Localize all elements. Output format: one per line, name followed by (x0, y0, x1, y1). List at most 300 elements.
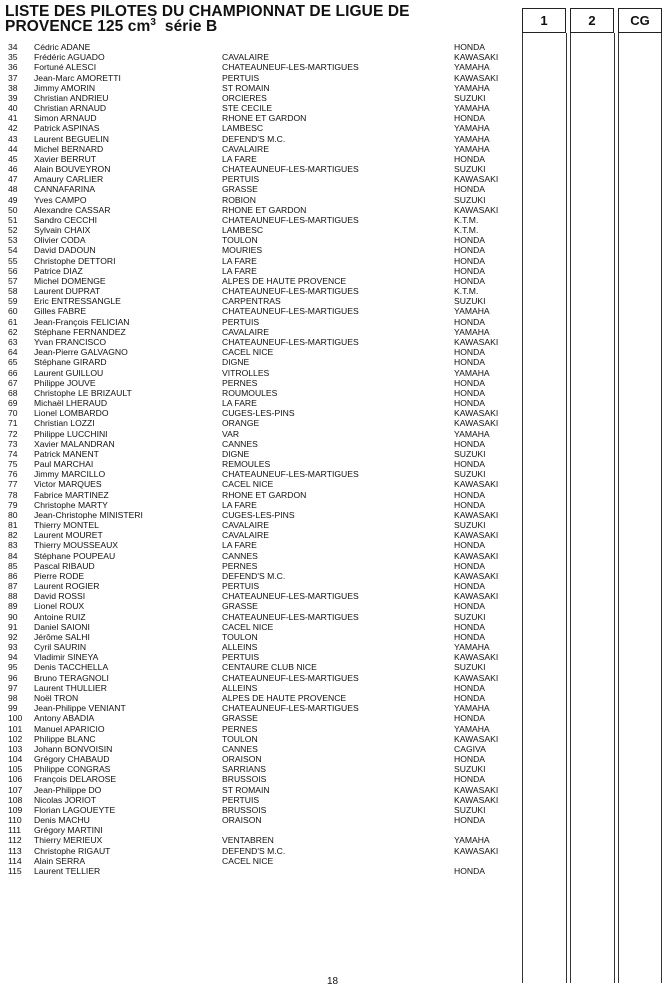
pilot-make: YAMAHA (454, 62, 490, 73)
pilot-row (0, 42, 665, 52)
pilot-club: ST ROMAIN (222, 82, 270, 93)
pilot-number: 45 (8, 153, 18, 164)
pilot-number: 58 (8, 286, 18, 297)
pilot-name: Patrice DIAZ (34, 265, 83, 276)
pilot-name: Cyril SAURIN (34, 642, 87, 653)
pilot-number: 96 (8, 672, 18, 683)
page-number: 18 (326, 976, 339, 987)
pilot-make: HONDA (454, 42, 486, 52)
pilot-row (0, 835, 665, 845)
pilot-make: KAWASAKI (454, 509, 499, 520)
pilot-row (0, 449, 665, 459)
pilot-row (0, 520, 665, 530)
title-line-2-superscript: 3 (150, 16, 157, 28)
pilot-row (0, 83, 665, 93)
pilot-number: 109 (8, 804, 23, 815)
pilot-club: ALPES DE HAUTE PROVENCE (222, 693, 347, 703)
pilot-make: YAMAHA (454, 306, 490, 317)
pilot-name: Amaury CARLIER (34, 174, 104, 185)
pilot-make: HONDA (454, 377, 486, 388)
pilot-make: HONDA (454, 499, 486, 510)
pilot-make: HONDA (454, 774, 486, 785)
pilot-make: KAWASAKI (454, 530, 499, 541)
pilot-make: HONDA (454, 754, 486, 765)
pilot-number: 95 (8, 662, 18, 673)
pilot-make: KAWASAKI (454, 550, 499, 561)
pilot-number: 62 (8, 326, 18, 337)
pilot-club: CUGES-LES-PINS (222, 408, 295, 419)
pilot-club: VAR (222, 428, 240, 439)
pilot-number: 41 (8, 113, 18, 124)
pilot-name: Xavier MALANDRAN (34, 438, 115, 449)
pilot-row (0, 856, 665, 866)
pilot-name: Christophe LE BRIZAULT (34, 387, 132, 398)
pilot-number: 71 (8, 418, 18, 429)
pilot-number: 76 (8, 469, 18, 480)
pilot-make: KAWASAKI (454, 479, 499, 490)
pilot-club: PERTUIS (222, 794, 260, 805)
pilot-make: SUZUKI (454, 448, 486, 459)
pilot-number: 104 (8, 754, 23, 765)
pilot-number: 89 (8, 601, 18, 612)
pilot-club: LAMBESC (222, 225, 264, 236)
pilot-name: Philippe JOUVE (34, 377, 96, 388)
pilot-name: Laurent GUILLOU (34, 367, 104, 378)
pilot-number: 38 (8, 82, 18, 93)
pilot-make: YAMAHA (454, 82, 490, 93)
pilot-club: RHONE ET GARDON (222, 113, 307, 124)
pilot-make: HONDA (454, 184, 486, 195)
pilot-row (0, 459, 665, 469)
pilot-name: Lionel ROUX (34, 601, 85, 612)
pilot-row (0, 245, 665, 255)
pilot-name: Michaël LHERAUD (34, 398, 108, 409)
pilot-club: PERNES (222, 377, 258, 388)
pilot-name: Noël TRON (34, 693, 79, 703)
pilot-number: 40 (8, 103, 18, 114)
pilot-club: LA FARE (222, 499, 257, 510)
pilot-club: LA FARE (222, 398, 257, 409)
pilot-club: ORAISON (222, 754, 262, 765)
pilot-number: 47 (8, 174, 18, 185)
pilot-make: SUZUKI (454, 520, 486, 531)
pilot-row (0, 754, 665, 764)
column-header-1: 1 (522, 8, 566, 33)
pilot-number: 63 (8, 336, 18, 347)
pilot-name: Grégory MARTINI (34, 825, 103, 836)
pilot-name: Stéphane FERNANDEZ (34, 326, 126, 337)
pilot-row (0, 724, 665, 734)
pilot-club: PERTUIS (222, 316, 260, 327)
pilot-name: Bruno TERAGNOLI (34, 672, 109, 683)
pilot-name: Paul MARCHAI (34, 459, 94, 470)
pilot-name: Pascal RIBAUD (34, 560, 95, 571)
pilot-row (0, 327, 665, 337)
pilot-make: HONDA (454, 865, 486, 876)
pilot-row (0, 703, 665, 713)
pilot-club: ROBION (222, 194, 256, 205)
pilot-row (0, 205, 665, 215)
pilot-number: 67 (8, 377, 18, 388)
pilot-name: Michel DOMENGE (34, 275, 106, 286)
pilot-make: K.T.M. (454, 286, 479, 297)
pilot-club: TOULON (222, 733, 258, 744)
pilot-number: 80 (8, 509, 18, 520)
pilot-number: 50 (8, 204, 18, 215)
pilot-name: Patrick ASPINAS (34, 123, 100, 134)
pilot-club: STE CECILE (222, 103, 273, 114)
pilot-make: KAWASAKI (454, 72, 499, 83)
pilot-number: 107 (8, 784, 23, 795)
pilot-number: 65 (8, 357, 18, 368)
pilot-club: ALLEINS (222, 682, 258, 693)
pilot-make: HONDA (454, 245, 486, 256)
pilot-name: Antoine RUIZ (34, 611, 86, 622)
pilot-club: ALLEINS (222, 642, 258, 653)
pilot-number: 56 (8, 265, 18, 276)
pilot-club: CAVALAIRE (222, 530, 269, 541)
pilot-make: HONDA (454, 489, 486, 500)
pilot-number: 68 (8, 387, 18, 398)
pilot-number: 85 (8, 560, 18, 571)
pilot-name: Denis MACHU (34, 815, 90, 826)
pilot-club: SARRIANS (222, 764, 266, 775)
title-line-2-text: PROVENCE 125 cm (5, 18, 151, 35)
pilot-name: Manuel APARICIO (34, 723, 105, 734)
pilot-row (0, 62, 665, 72)
pilot-row (0, 530, 665, 540)
pilot-number: 60 (8, 306, 18, 317)
pilot-row (0, 744, 665, 754)
pilot-make: KAWASAKI (454, 652, 499, 663)
pilot-name: Lionel LOMBARDO (34, 408, 109, 419)
pilot-name: Jean-Philippe VENIANT (34, 703, 126, 714)
pilot-name: Florian LAGOUEYTE (34, 804, 116, 815)
pilot-make: YAMAHA (454, 143, 490, 154)
pilot-make: YAMAHA (454, 367, 490, 378)
pilot-name: Jérôme SALHI (34, 631, 90, 642)
pilot-number: 61 (8, 316, 18, 327)
pilot-club: CHATEAUNEUF-LES-MARTIGUES (222, 591, 359, 602)
pilot-number: 42 (8, 123, 18, 134)
pilot-row (0, 296, 665, 306)
pilot-row (0, 551, 665, 561)
pilot-row (0, 652, 665, 662)
pilot-club: RHONE ET GARDON (222, 204, 307, 215)
pilot-make: YAMAHA (454, 642, 490, 653)
pilot-name: Xavier BERRUT (34, 153, 97, 164)
pilot-club: TOULON (222, 235, 258, 246)
pilot-make: SUZUKI (454, 662, 486, 673)
pilot-row (0, 357, 665, 367)
pilot-row (0, 103, 665, 113)
pilot-row (0, 317, 665, 327)
pilot-row (0, 195, 665, 205)
pilot-make: KAWASAKI (454, 784, 499, 795)
pilot-row (0, 785, 665, 795)
pilot-name: Johann BONVOISIN (34, 743, 113, 754)
pilot-name: Victor MARQUES (34, 479, 102, 490)
pilot-number: 105 (8, 764, 23, 775)
pilot-make: HONDA (454, 347, 486, 358)
pilot-name: Thierry MOUSSEAUX (34, 540, 119, 551)
pilot-name: David DADOUN (34, 245, 96, 256)
pilot-row (0, 225, 665, 235)
pilot-name: CANNAFARINA (34, 184, 96, 195)
pilot-row (0, 632, 665, 642)
pilot-row (0, 93, 665, 103)
pilot-make: HONDA (454, 601, 486, 612)
pilot-club: CHATEAUNEUF-LES-MARTIGUES (222, 286, 359, 297)
column-header-2: 2 (570, 8, 614, 33)
pilot-make: SUZUKI (454, 469, 486, 480)
pilot-club: VENTABREN (222, 835, 274, 846)
pilot-row (0, 683, 665, 693)
pilot-name: Stéphane GIRARD (34, 357, 107, 368)
pilot-name: Laurent DUPRAT (34, 286, 101, 297)
pilot-club: BRUSSOIS (222, 774, 267, 785)
pilot-club: ROUMOULES (222, 387, 278, 398)
pilot-row (0, 52, 665, 62)
pilot-make: HONDA (454, 357, 486, 368)
pilot-make: HONDA (454, 560, 486, 571)
pilot-number: 34 (8, 42, 18, 52)
pilot-row (0, 174, 665, 184)
pilot-row (0, 662, 665, 672)
pilot-number: 72 (8, 428, 18, 439)
title-line-1: LISTE DES PILOTES DU CHAMPIONNAT DE LIGUE DE (5, 3, 410, 20)
pilot-name: François DELAROSE (34, 774, 117, 785)
pilot-row (0, 144, 665, 154)
pilot-club: LA FARE (222, 540, 257, 551)
pilot-number: 36 (8, 62, 18, 73)
pilot-make: SUZUKI (454, 164, 486, 175)
pilot-number: 91 (8, 621, 18, 632)
pilot-number: 115 (8, 865, 22, 876)
pilot-club: LAMBESC (222, 123, 264, 134)
pilot-row (0, 764, 665, 774)
pilot-number: 66 (8, 367, 18, 378)
pilot-row (0, 673, 665, 683)
pilot-row (0, 184, 665, 194)
pilot-row (0, 134, 665, 144)
pilot-row (0, 490, 665, 500)
pilot-row (0, 734, 665, 744)
pilot-row (0, 612, 665, 622)
pilot-make: YAMAHA (454, 123, 490, 134)
pilot-club: PERNES (222, 560, 258, 571)
pilot-make: YAMAHA (454, 133, 490, 144)
pilot-make: HONDA (454, 265, 486, 276)
pilot-club: ALPES DE HAUTE PROVENCE (222, 275, 347, 286)
pilot-name: Gilles FABRE (34, 306, 87, 317)
pilot-row (0, 408, 665, 418)
pilot-club: CENTAURE CLUB NICE (222, 662, 317, 673)
pilot-name: Jean-François FELICIAN (34, 316, 130, 327)
pilot-make: HONDA (454, 713, 486, 724)
pilot-make: HONDA (454, 459, 486, 470)
pilot-row (0, 805, 665, 815)
pilot-name: Jimmy MARCILLO (34, 469, 106, 480)
pilot-row (0, 500, 665, 510)
pilot-list (0, 42, 665, 876)
pilot-number: 48 (8, 184, 18, 195)
pilot-club: CHATEAUNEUF-LES-MARTIGUES (222, 336, 359, 347)
pilot-row (0, 266, 665, 276)
pilot-row (0, 795, 665, 805)
pilot-club: CAVALAIRE (222, 52, 269, 63)
pilot-club: VITROLLES (222, 367, 270, 378)
pilot-club: PERTUIS (222, 72, 260, 83)
pilot-make: HONDA (454, 693, 486, 703)
pilot-make: HONDA (454, 815, 486, 826)
pilot-make: KAWASAKI (454, 204, 499, 215)
pilot-club: ORANGE (222, 418, 260, 429)
pilot-make: SUZUKI (454, 92, 486, 103)
pilot-row (0, 337, 665, 347)
pilot-club: PERTUIS (222, 581, 260, 592)
pilot-number: 81 (8, 520, 18, 531)
pilot-number: 69 (8, 398, 18, 409)
pilot-number: 77 (8, 479, 18, 490)
pilot-number: 57 (8, 275, 18, 286)
pilot-name: Laurent TELLIER (34, 865, 101, 876)
pilot-name: Cédric ADANE (34, 42, 91, 52)
pilot-name: Christian ANDRIEU (34, 92, 109, 103)
pilot-club: CHATEAUNEUF-LES-MARTIGUES (222, 214, 359, 225)
pilot-club: CANNES (222, 743, 258, 754)
pilot-number: 114 (8, 855, 22, 866)
pilot-make: SUZUKI (454, 804, 486, 815)
pilot-number: 111 (8, 825, 22, 836)
pilot-name: Alain SERRA (34, 855, 86, 866)
pilot-row (0, 825, 665, 835)
pilot-name: Laurent MOURET (34, 530, 103, 541)
pilot-number: 53 (8, 235, 18, 246)
pilot-name: Jean-Marc AMORETTI (34, 72, 121, 83)
pilot-club: PERTUIS (222, 174, 260, 185)
pilot-name: Philippe CONGRAS (34, 764, 111, 775)
pilot-number: 94 (8, 652, 18, 663)
pilot-club: CUGES-LES-PINS (222, 509, 295, 520)
pilot-make: SUZUKI (454, 296, 486, 307)
pilot-club: CHATEAUNEUF-LES-MARTIGUES (222, 469, 359, 480)
pilot-row (0, 164, 665, 174)
pilot-make: KAWASAKI (454, 591, 499, 602)
title-line-2-series: série B (156, 18, 218, 35)
pilot-name: David ROSSI (34, 591, 86, 602)
pilot-row (0, 540, 665, 550)
pilot-row (0, 276, 665, 286)
pilot-name: Yves CAMPO (34, 194, 87, 205)
pilot-make: K.T.M. (454, 214, 479, 225)
pilot-make: CAGIVA (454, 743, 486, 754)
pilot-club: CAVALAIRE (222, 143, 269, 154)
pilot-make: HONDA (454, 621, 486, 632)
pilot-row (0, 429, 665, 439)
pilot-name: Christophe MARTY (34, 499, 108, 510)
pilot-row (0, 388, 665, 398)
pilot-name: Christian ARNAUD (34, 103, 107, 114)
pilot-make: KAWASAKI (454, 336, 499, 347)
pilot-make: KAWASAKI (454, 174, 499, 185)
pilot-row (0, 642, 665, 652)
pilot-club: BRUSSOIS (222, 804, 267, 815)
pilot-make: KAWASAKI (454, 672, 499, 683)
pilot-name: Frédéric AGUADO (34, 52, 105, 63)
pilot-club: CAVALAIRE (222, 520, 269, 531)
pilot-row (0, 347, 665, 357)
pilot-club: PERNES (222, 723, 258, 734)
pilot-club: PERTUIS (222, 652, 260, 663)
pilot-number: 83 (8, 540, 18, 551)
pilot-number: 108 (8, 794, 23, 805)
pilot-club: CHATEAUNEUF-LES-MARTIGUES (222, 611, 359, 622)
pilot-name: Olivier CODA (34, 235, 86, 246)
pilot-number: 101 (8, 723, 23, 734)
pilot-number: 74 (8, 448, 18, 459)
pilot-row (0, 713, 665, 723)
pilot-number: 84 (8, 550, 18, 561)
pilot-name: Jean-Pierre GALVAGNO (34, 347, 128, 358)
pilot-club: CHATEAUNEUF-LES-MARTIGUES (222, 164, 359, 175)
pilot-number: 102 (8, 733, 23, 744)
pilot-club: DEFEND'S M.C. (222, 570, 286, 581)
pilot-club: CARPENTRAS (222, 296, 281, 307)
pilot-number: 79 (8, 499, 18, 510)
pilot-row (0, 286, 665, 296)
pilot-club: ST ROMAIN (222, 784, 270, 795)
pilot-club: CHATEAUNEUF-LES-MARTIGUES (222, 703, 359, 714)
pilot-row (0, 378, 665, 388)
pilot-number: 75 (8, 459, 18, 470)
pilot-name: Stéphane POUPEAU (34, 550, 116, 561)
pilot-number: 100 (8, 713, 23, 724)
pilot-number: 88 (8, 591, 18, 602)
pilot-name: Fortuné ALESCI (34, 62, 97, 73)
pilot-club: CANNES (222, 550, 258, 561)
pilot-make: YAMAHA (454, 703, 490, 714)
pilot-name: Sylvain CHAIX (34, 225, 91, 236)
pilot-row (0, 418, 665, 428)
pilot-make: HONDA (454, 235, 486, 246)
pilot-number: 87 (8, 581, 18, 592)
pilot-name: Simon ARNAUD (34, 113, 97, 124)
pilot-number: 55 (8, 255, 18, 266)
pilot-club: DEFEND'S M.C. (222, 845, 286, 856)
pilot-name: Alexandre CASSAR (34, 204, 111, 215)
pilot-make: KAWASAKI (454, 733, 499, 744)
pilot-number: 44 (8, 143, 18, 154)
pilot-make: HONDA (454, 398, 486, 409)
pilot-number: 46 (8, 164, 18, 175)
pilot-make: KAWASAKI (454, 845, 499, 856)
pilot-number: 43 (8, 133, 18, 144)
pilot-name: Daniel SAIONI (34, 621, 90, 632)
pilot-name: Vladimir SINEYA (34, 652, 99, 663)
pilot-make: YAMAHA (454, 103, 490, 114)
pilot-number: 73 (8, 438, 18, 449)
pilot-make: KAWASAKI (454, 794, 499, 805)
pilot-name: Jimmy AMORIN (34, 82, 96, 93)
pilot-row (0, 591, 665, 601)
pilot-club: CHATEAUNEUF-LES-MARTIGUES (222, 306, 359, 317)
pilot-number: 99 (8, 703, 18, 714)
pilot-club: CACEL NICE (222, 621, 274, 632)
pilot-club: DIGNE (222, 448, 250, 459)
pilot-number: 54 (8, 245, 18, 256)
pilot-make: HONDA (454, 581, 486, 592)
